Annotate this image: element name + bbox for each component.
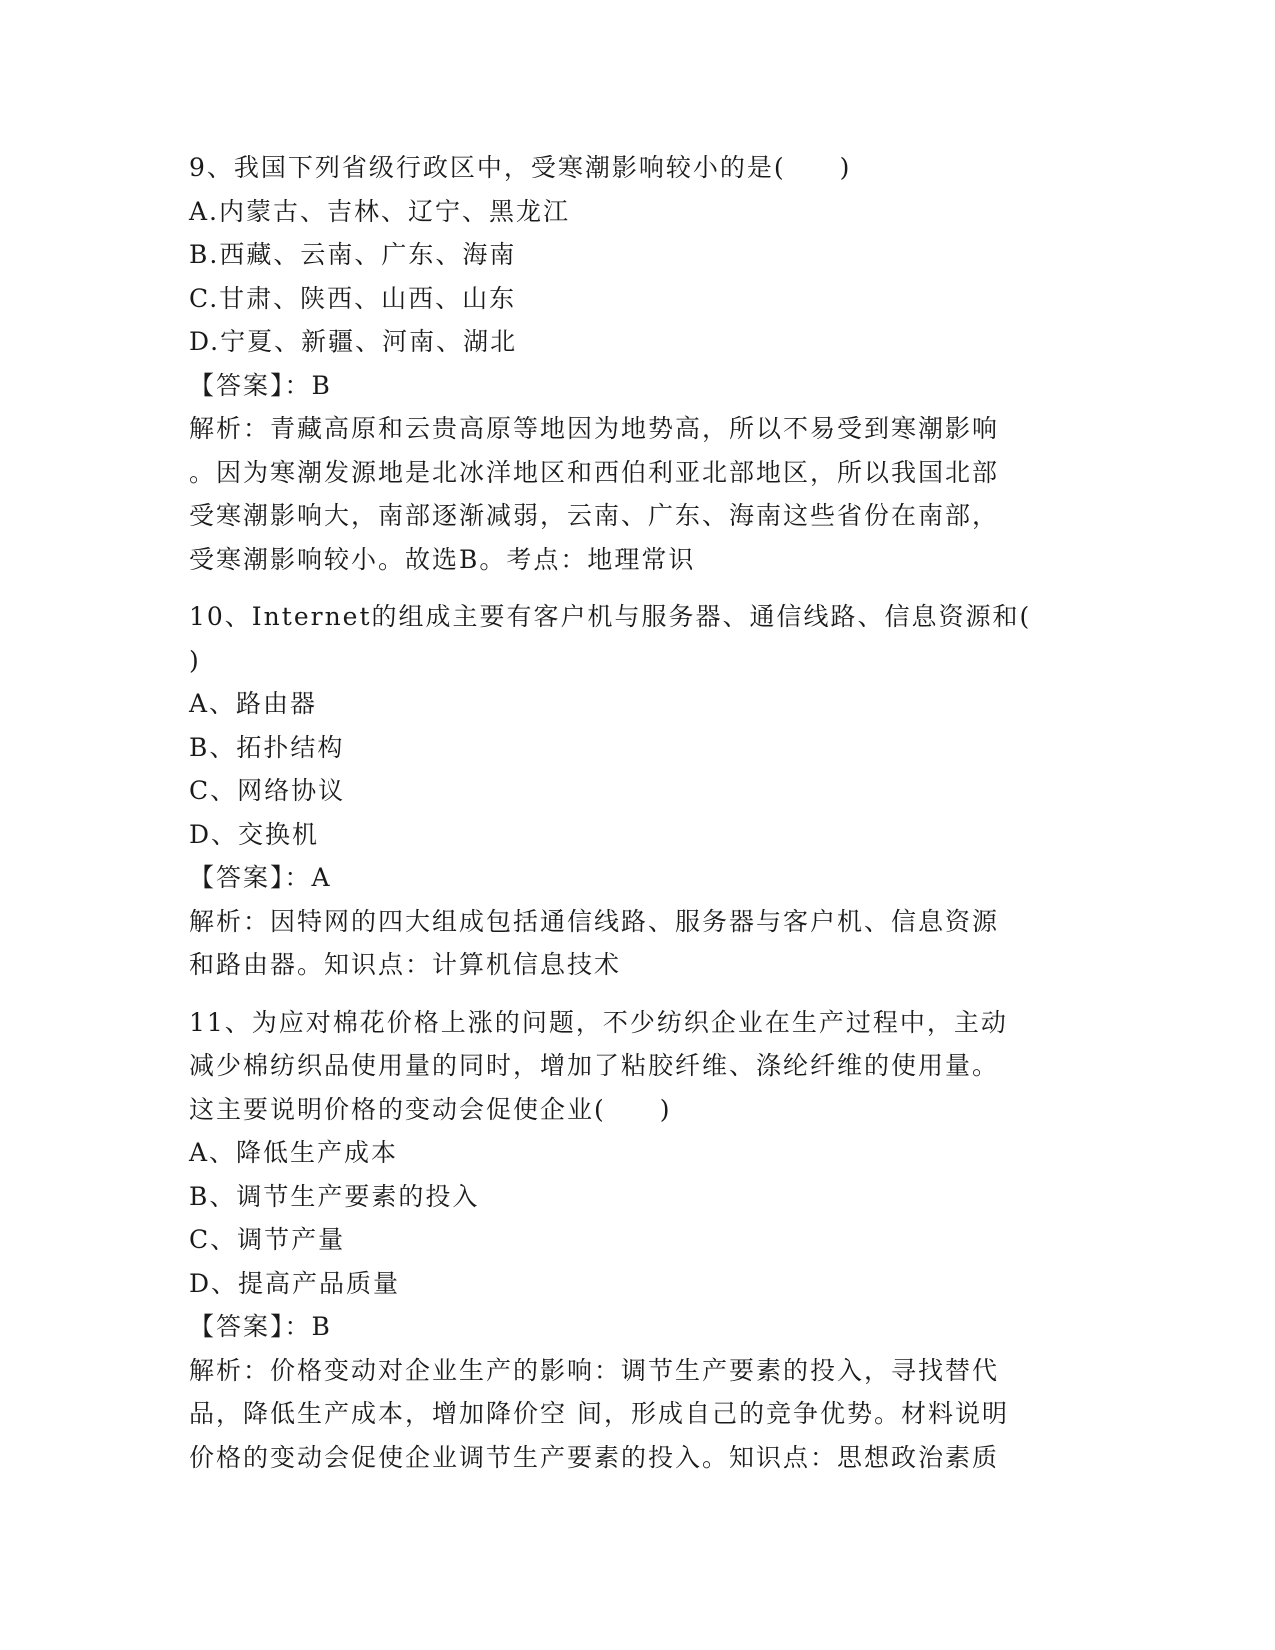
question-9	[189, 146, 1089, 581]
analysis-line: 解析：青藏高原和云贵高原等地因为地势高，所以不易受到寒潮影响	[189, 414, 1000, 443]
question-stem: )	[189, 645, 201, 675]
analysis-line: 和路由器。知识点：计算机信息技术	[189, 950, 622, 979]
option-d: D.宁夏、新疆、河南、湖北	[189, 327, 518, 356]
option-c: C.甘肃、陕西、山西、山东	[189, 283, 517, 313]
analysis-line: 受寒潮影响较小。故选B。考点：地理常识	[189, 544, 696, 574]
option-b: B.西藏、云南、广东、海南	[189, 240, 517, 269]
option-c: C、调节产量	[189, 1225, 346, 1254]
document-page	[189, 146, 1089, 1479]
question-11	[189, 1001, 1089, 1480]
answer-line: 【答案】：B	[189, 1312, 332, 1341]
analysis-line: 解析：价格变动对企业生产的影响：调节生产要素的投入，寻找替代	[189, 1355, 1000, 1385]
question-stem: 10、Internet的组成主要有客户机与服务器、通信线路、信息资源和(	[189, 602, 1032, 631]
analysis-line: 解析：因特网的四大组成包括通信线路、服务器与客户机、信息资源	[189, 906, 1000, 936]
analysis-line: 价格的变动会促使企业调节生产要素的投入。知识点：思想政治素质	[189, 1442, 1000, 1472]
option-a: A.内蒙古、吉林、辽宁、黑龙江	[189, 196, 571, 226]
analysis-line: 受寒潮影响大，南部逐渐减弱，云南、广东、海南这些省份在南部，	[189, 501, 1000, 530]
question-10	[189, 595, 1089, 987]
question-stem: 11、为应对棉花价格上涨的问题，不少纺织企业在生产过程中，主动	[189, 1007, 1008, 1037]
question-spacer	[189, 987, 1089, 1001]
question-stem: 这主要说明价格的变动会促使企业( )	[189, 1094, 672, 1124]
analysis-line: 。因为寒潮发源地是北冰洋地区和西伯利亚北部地区，所以我国北部	[189, 457, 1000, 487]
answer-line: 【答案】：B	[189, 370, 332, 400]
option-d: D、提高产品质量	[189, 1268, 401, 1298]
option-b: B、拓扑结构	[189, 732, 345, 762]
question-stem: 9、我国下列省级行政区中，受寒潮影响较小的是( )	[189, 153, 852, 182]
option-c: C、网络协议	[189, 776, 346, 805]
analysis-line: 品，降低生产成本，增加降价空 间，形成自己的竞争优势。材料说明	[189, 1399, 1009, 1428]
option-b: B、调节生产要素的投入	[189, 1181, 480, 1211]
option-a: A、降低生产成本	[189, 1138, 399, 1167]
question-spacer	[189, 581, 1089, 595]
option-a: A、路由器	[189, 689, 318, 718]
question-stem: 减少棉纺织品使用量的同时，增加了粘胶纤维、涤纶纤维的使用量。	[189, 1051, 1000, 1080]
answer-line: 【答案】：A	[189, 863, 332, 892]
option-d: D、交换机	[189, 819, 320, 849]
